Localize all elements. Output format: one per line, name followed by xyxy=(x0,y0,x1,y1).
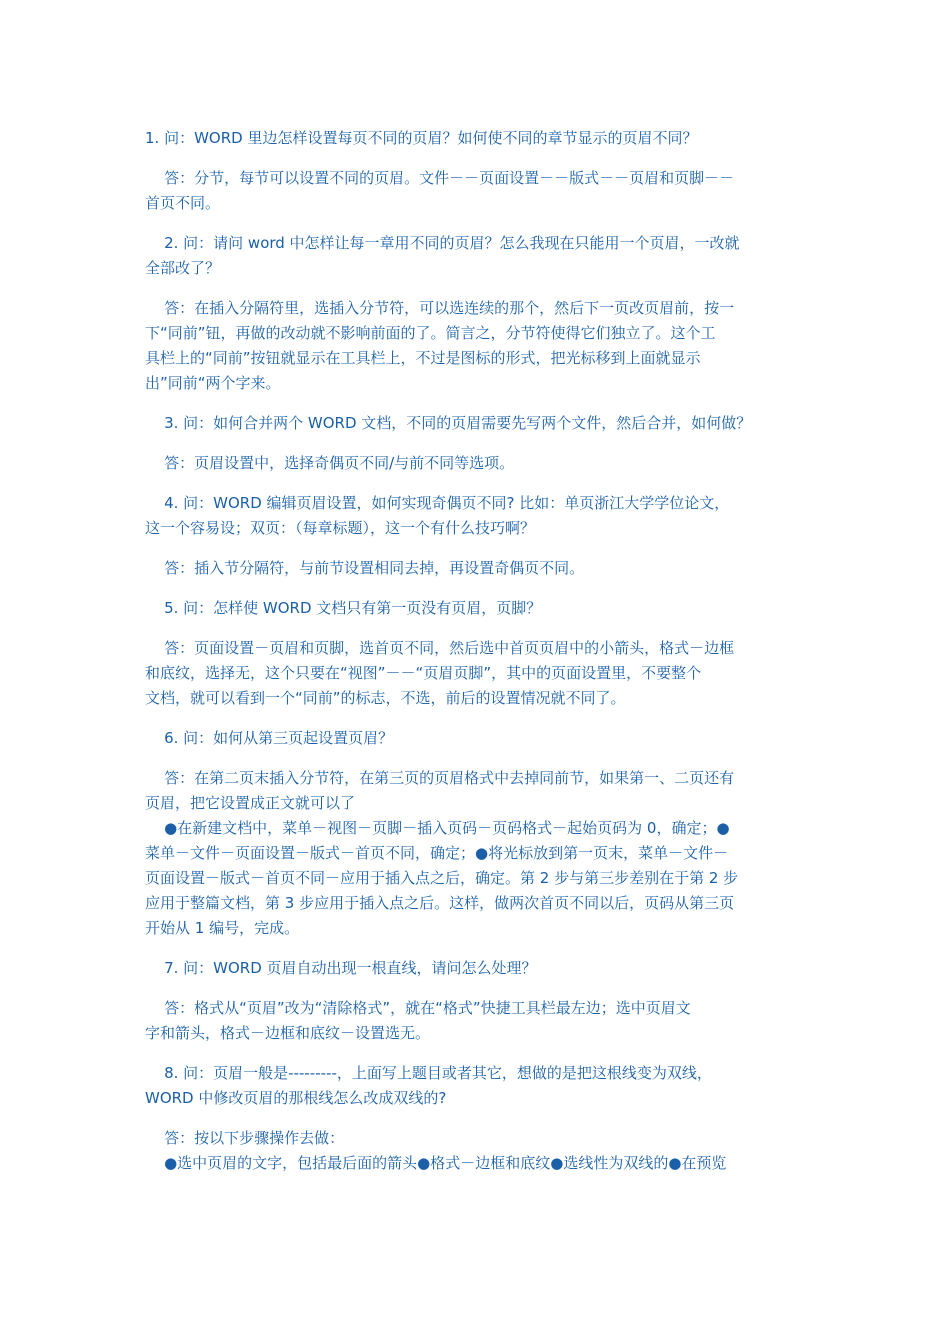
hyperlink-text-line[interactable]: 答：在第二页末插入分节符，在第三页的页眉格式中去掉同前节，如果第一、二页还有 xyxy=(145,769,735,787)
faq-paragraph xyxy=(145,996,810,1046)
hyperlink-text-line[interactable]: ●在新建文档中，菜单－视图－页脚－插入页码－页码格式－起始页码为 0，确定；● xyxy=(145,819,730,837)
hyperlink-text-line[interactable]: 具栏上的“同前”按钮就显示在工具栏上，不过是图标的形式，把光标移到上面就显示 xyxy=(145,349,701,367)
hyperlink-text-line[interactable]: 答：插入节分隔符，与前节设置相同去掉，再设置奇偶页不同。 xyxy=(145,559,585,577)
faq-paragraph xyxy=(145,726,810,751)
hyperlink-text-line[interactable]: 3. 问：如何合并两个 WORD 文档，不同的页眉需要先写两个文件，然后合并，如何做？ xyxy=(145,414,752,432)
hyperlink-text-line[interactable]: 全部改了？ xyxy=(145,259,221,277)
hyperlink-text-line[interactable]: 开始从 1 编号，完成。 xyxy=(145,919,300,937)
hyperlink-text-line[interactable]: 字和箭头，格式－边框和底纹－设置选无。 xyxy=(145,1024,431,1042)
faq-paragraph xyxy=(145,956,810,981)
hyperlink-text-line[interactable]: 答：按以下步骤操作去做： xyxy=(145,1129,345,1147)
hyperlink-text-line[interactable]: 首页不同。 xyxy=(145,194,221,212)
hyperlink-text-line[interactable]: 1. 问：WORD 里边怎样设置每页不同的页眉？如何使不同的章节显示的页眉不同？ xyxy=(145,129,698,147)
faq-paragraph xyxy=(145,556,810,581)
hyperlink-text-line[interactable]: 页眉，把它设置成正文就可以了 xyxy=(145,794,356,812)
hyperlink-text-line[interactable]: 文档，就可以看到一个“同前”的标志，不选，前后的设置情况就不同了。 xyxy=(145,689,626,707)
hyperlink-text-line[interactable]: 2. 问：请问 word 中怎样让每一章用不同的页眉？怎么我现在只能用一个页眉，一改就 xyxy=(145,234,740,252)
hyperlink-text-line[interactable]: 答：页面设置－页眉和页脚，选首页不同，然后选中首页页眉中的小箭头，格式－边框 xyxy=(145,639,735,657)
faq-paragraph xyxy=(145,766,810,816)
hyperlink-text-line[interactable]: ●选中页眉的文字，包括最后面的箭头●格式－边框和底纹●选线性为双线的●在预览 xyxy=(145,1154,727,1172)
hyperlink-text-line[interactable]: 5. 问：怎样使 WORD 文档只有第一页没有页眉，页脚？ xyxy=(145,599,542,617)
faq-paragraph xyxy=(145,296,810,396)
hyperlink-text-line[interactable]: 和底纹，选择无，这个只要在“视图”－－“页眉页脚”，其中的页面设置里，不要整个 xyxy=(145,664,702,682)
faq-paragraph xyxy=(145,491,810,541)
hyperlink-text-line[interactable]: 4. 问：WORD 编辑页眉设置，如何实现奇偶页不同? 比如：单页浙江大学学位论文， xyxy=(145,494,730,512)
faq-paragraph xyxy=(145,231,810,281)
faq-paragraph xyxy=(145,126,810,151)
hyperlink-text-line[interactable]: 8. 问：页眉一般是---------，上面写上题目或者其它，想做的是把这根线变为双线， xyxy=(145,1064,712,1082)
faq-paragraph xyxy=(145,816,810,941)
hyperlink-text-line[interactable]: 答：在插入分隔符里，选插入分节符，可以选连续的那个，然后下一页改页眉前，按一 xyxy=(145,299,735,317)
hyperlink-text-line[interactable]: 答：分节，每节可以设置不同的页眉。文件－－页面设置－－版式－－页眉和页脚－－ xyxy=(145,169,735,187)
faq-paragraph xyxy=(145,166,810,216)
faq-paragraph xyxy=(145,411,810,436)
faq-paragraph xyxy=(145,636,810,711)
faq-paragraph xyxy=(145,451,810,476)
hyperlink-text-line[interactable]: 答：页眉设置中，选择奇偶页不同/与前不同等选项。 xyxy=(145,454,515,472)
hyperlink-text-line[interactable]: 出”同前“两个字来。 xyxy=(145,374,281,392)
hyperlink-text-line[interactable]: 7. 问：WORD 页眉自动出现一根直线，请问怎么处理？ xyxy=(145,959,537,977)
document-page xyxy=(145,126,810,1176)
faq-paragraph xyxy=(145,1126,810,1151)
faq-paragraph xyxy=(145,1151,810,1176)
hyperlink-text-line[interactable]: 应用于整篇文档，第 3 步应用于插入点之后。这样，做两次首页不同以后，页码从第三页 xyxy=(145,894,735,912)
hyperlink-text-line[interactable]: WORD 中修改页眉的那根线怎么改成双线的? xyxy=(145,1089,447,1107)
hyperlink-text-line[interactable]: 这一个容易设；双页：（每章标题），这一个有什么技巧啊？ xyxy=(145,519,536,537)
hyperlink-text-line[interactable]: 答：格式从“页眉”改为“清除格式”，就在“格式”快捷工具栏最左边；选中页眉文 xyxy=(145,999,691,1017)
hyperlink-text-line[interactable]: 页面设置－版式－首页不同－应用于插入点之后，确定。第 2 步与第三步差别在于第 2 步 xyxy=(145,869,739,887)
hyperlink-text-line[interactable]: 下“同前”钮，再做的改动就不影响前面的了。简言之，分节符使得它们独立了。这个工 xyxy=(145,324,716,342)
hyperlink-text-line[interactable]: 菜单－文件－页面设置－版式－首页不同，确定；●将光标放到第一页末，菜单－文件－ xyxy=(145,844,729,862)
faq-paragraph xyxy=(145,1061,810,1111)
hyperlink-text-line[interactable]: 6. 问：如何从第三页起设置页眉？ xyxy=(145,729,394,747)
faq-paragraph xyxy=(145,596,810,621)
